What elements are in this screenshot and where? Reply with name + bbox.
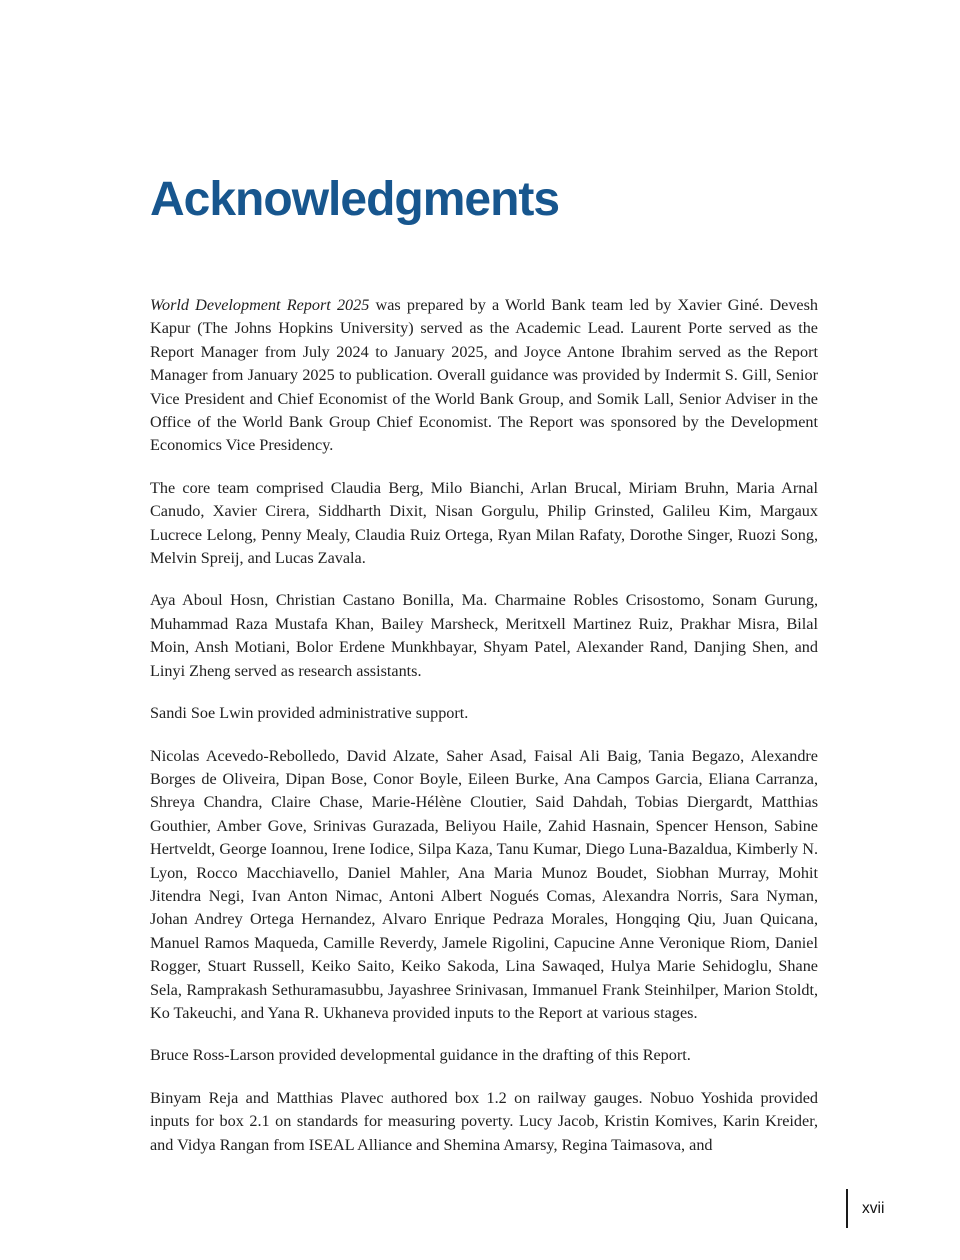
page-footer bbox=[846, 1189, 884, 1228]
page-number-rule bbox=[846, 1189, 848, 1228]
page-title: Acknowledgments bbox=[150, 173, 560, 226]
paragraph-contributors: Nicolas Acevedo-Rebolledo, David Alzate, Saher Asad, Faisal Ali Baig, Tania Begazo, Alexandre Borges de Oliveira, Dipan Bose, Conor Boyle, Eileen Burke, Ana Campos Garcia, Eliana Carranza, Shreya Chandra, Claire Chase, Marie-Hélène Cloutier, Said Dahdah, Tobias Diergardt, Matthias Gouthier, Amber Gove, Srinivas Gurazada, Beliyou Haile, Zahid Hasnain, Spencer Henson, Sabine Hertveldt, George Ioannou, Irene Iodice, Silpa Kaza, Tanu Kumar, Diego Luna-Bazaldua, Kimberly N. Lyon, Rocco Macchiavello, Daniel Mahler, Ana Maria Munoz Boudet, Siobhan Murray, Mohit Jitendra Negi, Ivan Anton Nimac, Antoni Albert Nogués Comas, Alexandra Norris, Sara Nyman, Johan Andrey Ortega Hernandez, Alvaro Enrique Pedraza Morales, Hongqing Qiu, Juan Quicana, Manuel Ramos Maqueda, Camille Reverdy, Jamele Rigolini, Capucine Anne Veronique Riom, Daniel Rogger, Stuart Russell, Keiko Saito, Keiko Sakoda, Lina Sawaqed, Hulya Marie Sehidoglu, Shane Sela, Ramprakash Sethuramasubbu, Jayashree Srinivasan, Immanuel Frank Steinhilper, Marion Stoldt, Ko Takeuchi, and Yana R. Ukhaneva provided inputs to the Report at various stages. bbox=[150, 746, 818, 1022]
page-content bbox=[150, 0, 818, 1157]
page-number: xvii bbox=[862, 1199, 885, 1217]
paragraph-admin-support: Sandi Soe Lwin provided administrative support. bbox=[150, 704, 469, 723]
report-title-italic: World Development Report 2025 bbox=[150, 296, 370, 314]
paragraph-intro-text: was prepared by a World Bank team led by Xavier Giné. Devesh Kapur (The Johns Hopkins University) served as the Academic Lead. Laurent Porte served as the Report Manager from July 2024 to January 2025, and Joyce Antone Ibrahim served as the Report Manager from January 2025 to publication. Overall guidance was provided by Indermit S. Gill, Senior Vice President and Chief Economist of the World Bank Group, and Somik Lall, Senior Adviser in the Office of the World Bank Group Chief Economist. The Report was sponsored by the Development Economics Vice Presidency. bbox=[150, 296, 818, 455]
acknowledgments-body bbox=[150, 294, 818, 1157]
paragraph-intro bbox=[150, 294, 818, 458]
paragraph-editorial-guidance: Bruce Ross-Larson provided developmental guidance in the drafting of this Report. bbox=[150, 1046, 691, 1065]
paragraph-research-assistants: Aya Aboul Hosn, Christian Castano Bonilla, Ma. Charmaine Robles Crisostomo, Sonam Gurung, Muhammad Raza Mustafa Khan, Bailey Marsheck, Meritxell Martinez Ruiz, Prakhar Misra, Bilal Moin, Ansh Motiani, Bolor Erdene Munkhbayar, Shyam Patel, Alexander Rand, Danjing Shen, and Linyi Zheng served as research assistants. bbox=[150, 591, 818, 680]
paragraph-box-authors: Binyam Reja and Matthias Plavec authored box 1.2 on railway gauges. Nobuo Yoshida provided inputs for box 2.1 on standards for measuring poverty. Lucy Jacob, Kristin Komives, Karin Kreider, and Vidya Rangan from ISEAL Alliance and Shemina Amarsy, Regina Taimasova, and bbox=[150, 1088, 818, 1154]
paragraph-core-team: The core team comprised Claudia Berg, Milo Bianchi, Arlan Brucal, Miriam Bruhn, Maria Arnal Canudo, Xavier Cirera, Siddharth Dixit, Nisan Gorgulu, Philip Grinsted, Galileu Kim, Margaux Lucrece Lelong, Penny Mealy, Claudia Ruiz Ortega, Ryan Milan Rafaty, Dorothe Singer, Ruozi Song, Melvin Spreij, and Lucas Zavala. bbox=[150, 478, 818, 568]
